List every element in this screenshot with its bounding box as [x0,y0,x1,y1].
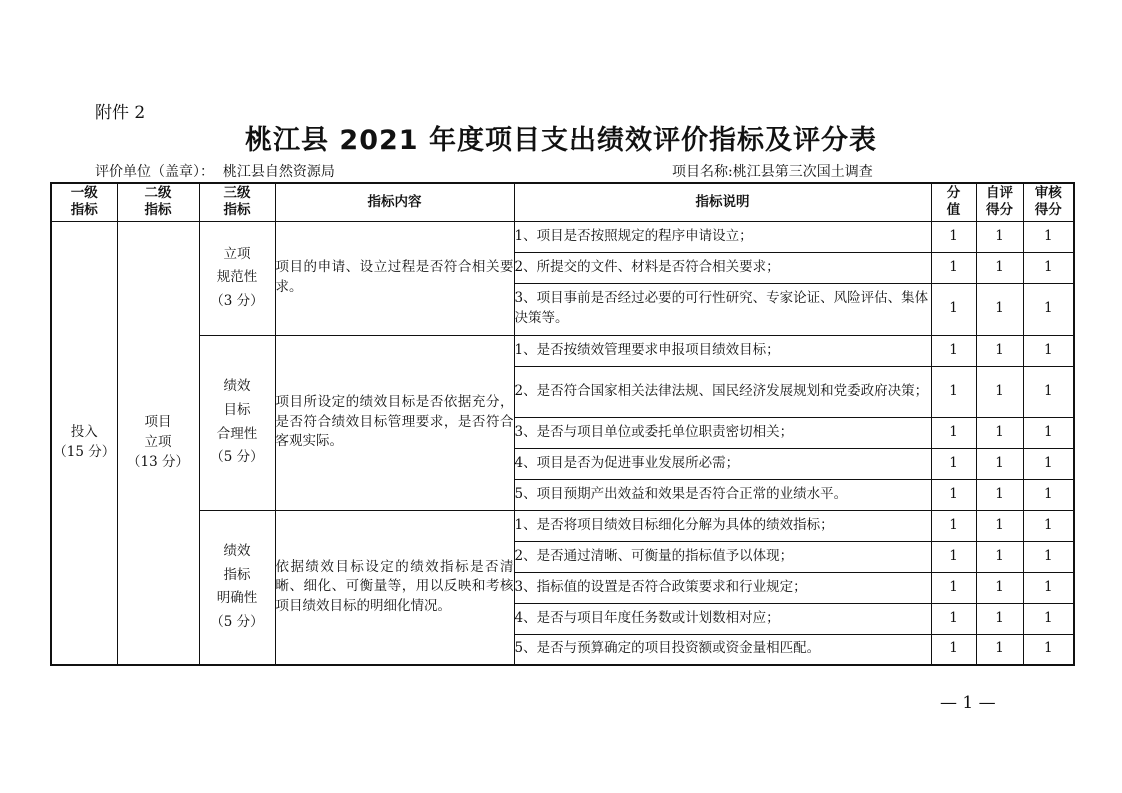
self-score-cell: 1 [976,634,1023,665]
content-cell: 项目的申请、设立过程是否符合相关要求。 [275,221,514,335]
header-row [51,183,1074,221]
explain-cell: 3、是否与项目单位或委托单位职责密切相关； [514,417,931,448]
audit-score-cell: 1 [1023,479,1074,510]
self-score-cell: 1 [976,221,1023,252]
header-audit-score: 审核 得分 [1023,183,1074,221]
self-score-cell: 1 [976,283,1023,335]
explain-cell: 4、是否与项目年度任务数或计划数相对应； [514,603,931,634]
explain-cell: 1、项目是否按照规定的程序申请设立； [514,221,931,252]
header-self-score: 自评 得分 [976,183,1023,221]
explain-cell: 1、是否将项目绩效目标细化分解为具体的绩效指标； [514,510,931,541]
audit-score-cell: 1 [1023,634,1074,665]
header-level1: 一级 指标 [51,183,117,221]
self-score-cell: 1 [976,603,1023,634]
audit-score-cell: 1 [1023,221,1074,252]
score-cell: 1 [931,603,976,634]
audit-score-cell: 1 [1023,448,1074,479]
audit-score-cell: 1 [1023,510,1074,541]
score-cell: 1 [931,366,976,417]
score-cell: 1 [931,634,976,665]
score-cell: 1 [931,448,976,479]
audit-score-cell: 1 [1023,252,1074,283]
audit-score-cell: 1 [1023,335,1074,366]
score-cell: 1 [931,479,976,510]
table-row [51,221,1074,252]
audit-score-cell: 1 [1023,572,1074,603]
table-row [51,335,1074,366]
content-cell: 依据绩效目标设定的绩效指标是否清晰、细化、可衡量等，用以反映和考核项目绩效目标的明细化情况。 [275,510,514,665]
score-cell: 1 [931,541,976,572]
score-cell: 1 [931,252,976,283]
self-score-cell: 1 [976,252,1023,283]
header-level3: 三级 指标 [199,183,275,221]
audit-score-cell: 1 [1023,366,1074,417]
audit-score-cell: 1 [1023,283,1074,335]
explain-cell: 3、项目事前是否经过必要的可行性研究、专家论证、风险评估、集体决策等。 [514,283,931,335]
score-cell: 1 [931,417,976,448]
self-score-cell: 1 [976,366,1023,417]
evaluation-unit [95,161,335,181]
level2-cell: 项目 立项 （13 分） [117,221,199,665]
explain-cell: 2、是否符合国家相关法律法规、国民经济发展规划和党委政府决策； [514,366,931,417]
explain-cell: 4、项目是否为促进事业发展所必需； [514,448,931,479]
explain-cell: 2、所提交的文件、材料是否符合相关要求； [514,252,931,283]
table-row [51,510,1074,541]
self-score-cell: 1 [976,510,1023,541]
level3-cell: 绩效 指标 明确性 （5 分） [199,510,275,665]
unit-value: 桃江县自然资源局 [222,164,335,180]
header-score: 分 值 [931,183,976,221]
score-cell: 1 [931,510,976,541]
self-score-cell: 1 [976,572,1023,603]
self-score-cell: 1 [976,417,1023,448]
level3-cell: 立项 规范性 （3 分） [199,221,275,335]
unit-label: 评价单位（盖章）： [95,164,214,180]
explain-cell: 3、指标值的设置是否符合政策要求和行业规定； [514,572,931,603]
level1-cell: 投入 （15 分） [51,221,117,665]
page-title: 桃江县 2021 年度项目支出绩效评价指标及评分表 [245,125,877,156]
explain-cell: 5、是否与预算确定的项目投资额或资金量相匹配。 [514,634,931,665]
indicator-table [50,182,1075,666]
audit-score-cell: 1 [1023,603,1074,634]
self-score-cell: 1 [976,541,1023,572]
attachment-label: 附件 2 [95,103,146,123]
self-score-cell: 1 [976,335,1023,366]
explain-cell: 1、是否按绩效管理要求申报项目绩效目标； [514,335,931,366]
header-content: 指标内容 [275,183,514,221]
level3-cell: 绩效 目标 合理性 （5 分） [199,335,275,510]
self-score-cell: 1 [976,479,1023,510]
score-cell: 1 [931,335,976,366]
project-name: 项目名称:桃江县第三次国土调查 [672,164,873,180]
score-cell: 1 [931,283,976,335]
page-number: — 1 — [940,693,996,713]
self-score-cell: 1 [976,448,1023,479]
score-cell: 1 [931,572,976,603]
header-explain: 指标说明 [514,183,931,221]
explain-cell: 5、项目预期产出效益和效果是否符合正常的业绩水平。 [514,479,931,510]
score-cell: 1 [931,221,976,252]
header-level2: 二级 指标 [117,183,199,221]
explain-cell: 2、是否通过清晰、可衡量的指标值予以体现； [514,541,931,572]
audit-score-cell: 1 [1023,417,1074,448]
audit-score-cell: 1 [1023,541,1074,572]
content-cell: 项目所设定的绩效目标是否依据充分，是否符合绩效目标管理要求，是否符合客观实际。 [275,335,514,510]
